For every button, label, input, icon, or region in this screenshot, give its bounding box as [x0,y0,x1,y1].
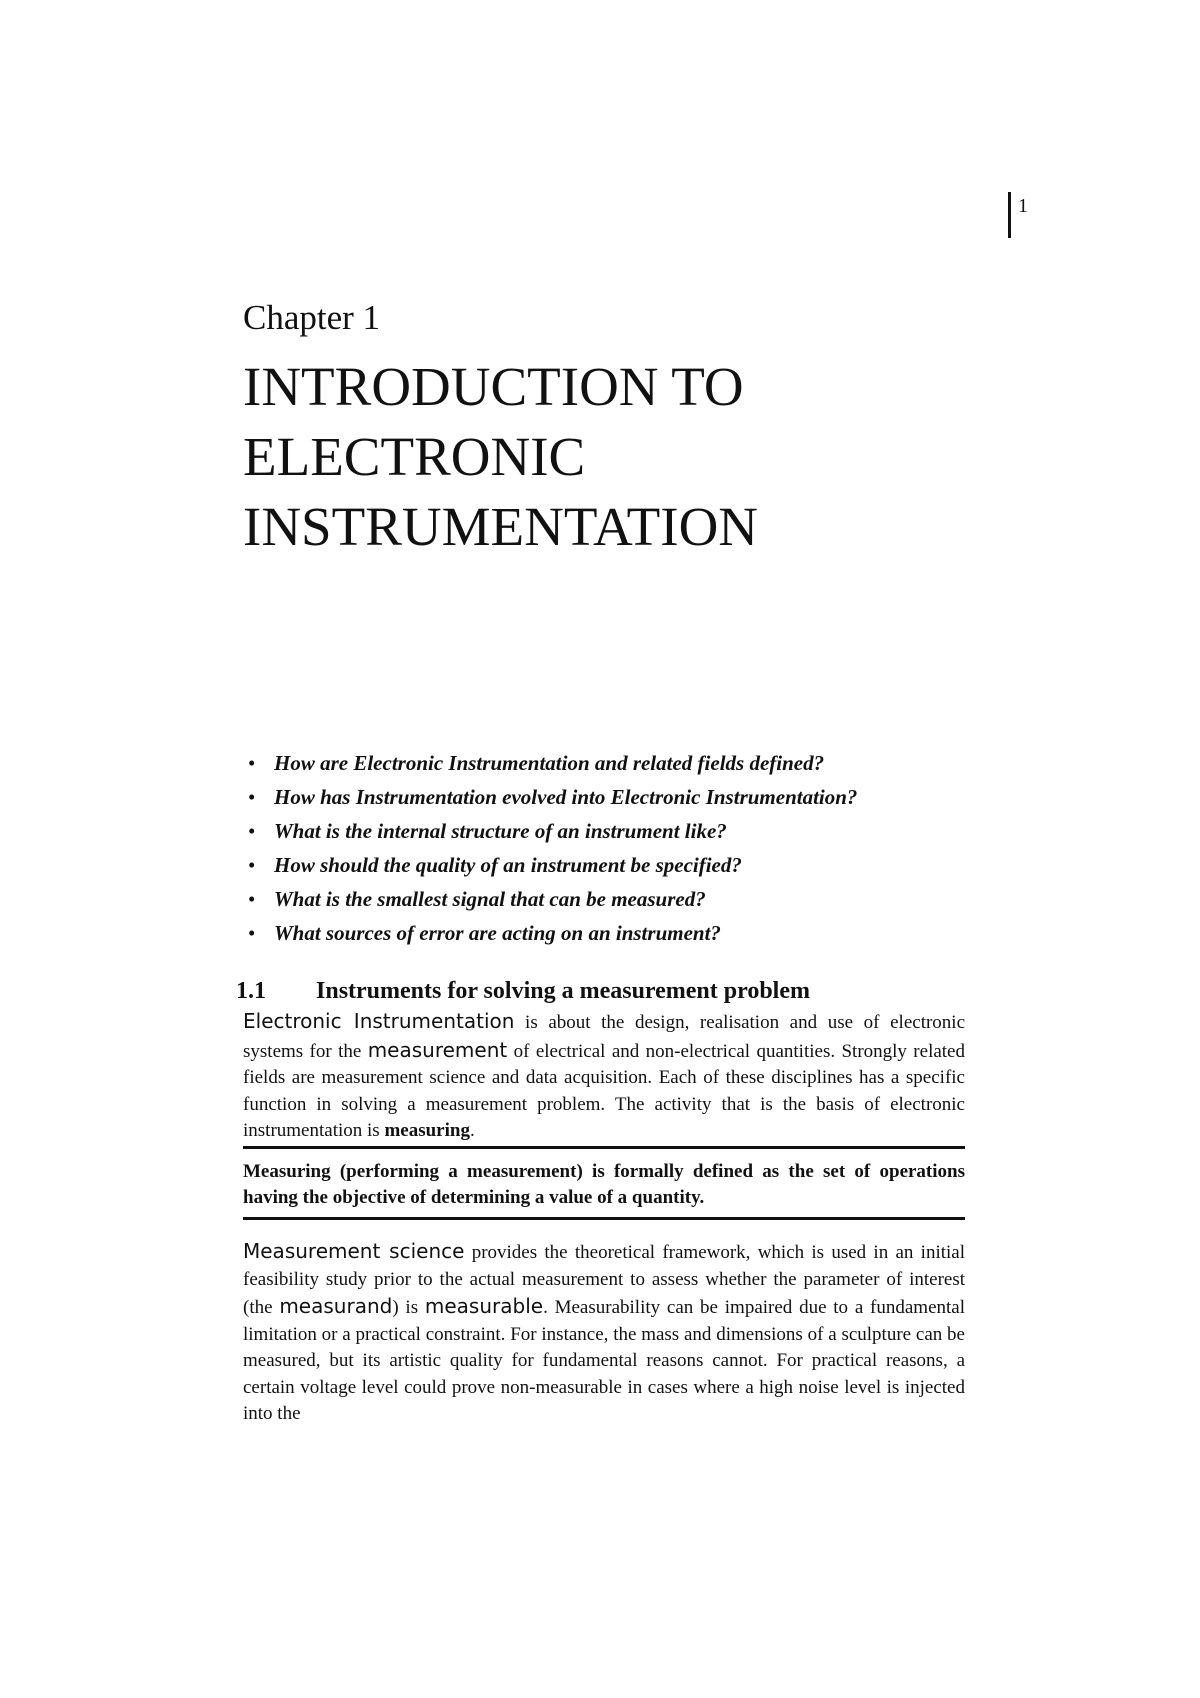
chapter-questions-list [248,746,998,950]
question-text: What is the smallest signal that can be measured? [274,887,706,911]
key-term: Measurement science [243,1239,465,1263]
question-item [248,848,998,882]
question-text: How should the quality of an instrument be specified? [274,853,742,877]
page-number: 1 [1018,195,1028,217]
question-item [248,916,998,950]
definition-box [243,1146,965,1220]
question-item [248,814,998,848]
paragraph-text: provides the theoretical framework, which is used in an initial feasibility study prior to the actual measurement to assess whether the parameter of interest (the [243,1242,965,1318]
key-term: measurement [367,1037,508,1062]
bullet-icon: • [248,751,256,775]
question-item [248,746,998,780]
paragraph-text: ) is [392,1297,425,1318]
key-term: measurable [424,1294,544,1318]
paragraph-text: is about the design, realisation and use of electronic systems for the [243,1012,966,1062]
chapter-label: Chapter 1 [243,298,381,337]
question-text: What sources of error are acting on an instrument? [274,921,721,945]
bullet-icon: • [248,853,256,877]
page-number-bar [1008,192,1011,238]
bullet-icon: • [248,819,256,843]
key-term: measurand [279,1294,393,1318]
section-heading [236,976,810,1006]
chapter-title-line: ELECTRONIC [243,426,586,487]
chapter-title-line: INSTRUMENTATION [243,496,759,557]
bullet-icon: • [248,921,256,945]
key-term: Electronic Instrumentation [243,1009,515,1033]
chapter-title [243,352,1043,562]
emphasis-term: measuring [384,1120,470,1141]
question-text: How are Electronic Instrumentation and related fields defined? [274,751,825,775]
question-item [248,780,998,814]
intro-paragraph [243,1008,965,1145]
measurement-science-paragraph [243,1238,965,1428]
section-title: Instruments for solving a measurement problem [316,978,810,1004]
definition-text: Measuring (performing a measurement) is formally defined as the set of operations having the objective of determining a value of a quantity. [243,1161,965,1208]
question-item [248,882,998,916]
bullet-icon: • [248,887,256,911]
question-text: What is the internal structure of an instrument like? [274,819,727,843]
question-text: How has Instrumentation evolved into Electronic Instrumentation? [274,785,858,809]
paragraph-text: . Measurability can be impaired due to a fundamental limitation or a practical constraint. For instance, the mass and dimensions of a sculpture can be measured, but its artistic quality for fundamental reasons cannot. For practical reasons, a certain voltage level could prove non-measurable in cases where a high noise level is injected into the [243,1297,966,1424]
bullet-icon: • [248,785,256,809]
section-number: 1.1 [236,978,266,1004]
chapter-title-line: INTRODUCTION TO [243,356,744,417]
paragraph-text: of electrical and non-electrical quantities. Strongly related fields are measurement science and data acquisition. Each of these disciplines has a specific function in solving a measurement problem. The activity that is the basis of electronic instrumentation is [243,1040,965,1141]
paragraph-text: . [469,1120,475,1141]
